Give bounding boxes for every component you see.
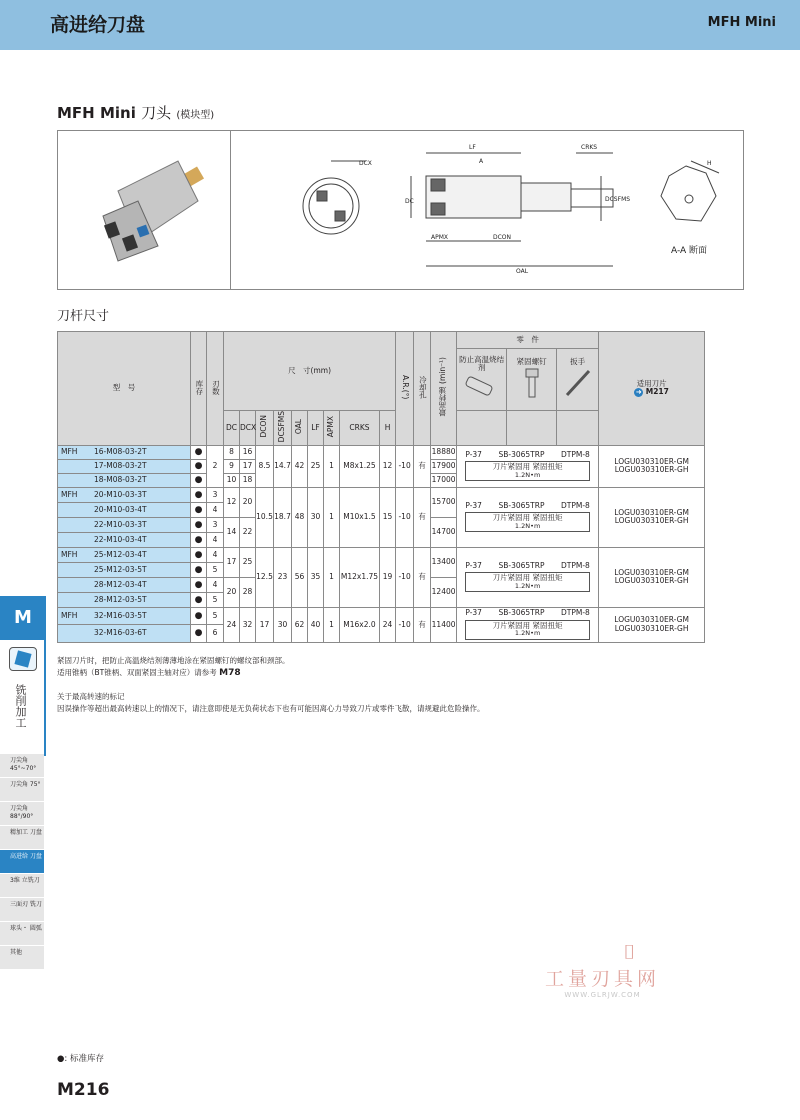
note-speed-warning: 因误操作等超出最高转速以上的情况下，请注意即使是无负荷状态下也有可能因离心力导致刀片或零件飞散，请规避此危险操作。 (57, 704, 485, 713)
label-lf: LF (469, 144, 476, 151)
taper-ref-link[interactable]: M78 (219, 668, 241, 678)
sidebar-nav (0, 754, 44, 970)
table-row: MFH 25-M12-03-4T ● 4 17 25 12.5 23 56 35 1 M12x1.75 19 -10 有 13400 P-37 SB-3065TRP DTPM-8 刀片紧固用 紧固扭矩 1.2N•m LOGU030310ER-GM LOGU030310ER-GH (58, 547, 705, 562)
spec-table (57, 331, 705, 643)
watermark (545, 940, 660, 999)
sidebar-item[interactable]: 球头・ 圆弧 (0, 922, 44, 946)
table-row: MFH 16-M08-03-2T ● 2 8 16 8.5 14.7 42 25 1 M8x1.25 12 -10 有 18880 P-37 SB-3065TRP DTPM-8 刀片紧固用 紧固扭矩 1.2N•m LOGU030310ER-GM LOGU030310ER-GH (58, 445, 705, 459)
anti-seize-tube-icon (462, 373, 502, 401)
label-dcon: DCON (493, 234, 512, 241)
section-title (57, 102, 214, 123)
sidebar-item[interactable]: 刀尖角 75° (0, 778, 44, 802)
table-row: 22-M10-03-3T ● 3 14 22 14700 (58, 517, 705, 532)
label-crks: CRKS (581, 144, 598, 151)
label-a: A (479, 158, 484, 165)
sidebar-item[interactable]: 精加工 刀盘 (0, 826, 44, 850)
label-oal: OAL (516, 268, 529, 275)
th-model: 型 号 (58, 332, 191, 446)
label-dcx: DCX (359, 160, 372, 167)
sidebar-item-active[interactable]: 高进给 刀盘 (0, 850, 44, 874)
note-taper: 适用锥柄（BT锥柄、双面紧固主轴对应）请参考 M78 (57, 668, 241, 678)
label-section-aa: A-A 断面 (671, 246, 708, 256)
label-dcsfms: DCSFMS (605, 196, 631, 203)
sidebar-item[interactable]: 其他 (0, 946, 44, 970)
th-parts: 零 件 (457, 332, 599, 349)
sidebar-item[interactable]: 刀尖角 88°/90° (0, 802, 44, 826)
table-row: 22-M10-03-4T ● 4 (58, 532, 705, 547)
watermark-name: 工量刃具网 (545, 968, 661, 990)
sidebar-item[interactable]: 刀尖角 45°~70° (0, 754, 44, 778)
note-anti-seize: 紧固刀片时，把防止高温烧结剂薄薄地涂在紧固螺钉的螺纹部和颈部。 (57, 656, 290, 665)
section-subtitle: (模块型) (176, 110, 215, 121)
table-row: 25-M12-03-5T ● 5 (58, 562, 705, 577)
th-stock: 库存 (191, 332, 207, 446)
product-diagram (57, 130, 744, 290)
th-anti-seize: 防止高温烧结剂 (457, 349, 507, 411)
page-title: 高进给刀盘 (50, 14, 146, 36)
table-row: 20-M10-03-4T ● 4 (58, 502, 705, 517)
watermark-url: WWW.GLRJW.COM (564, 991, 641, 999)
wrench-icon (563, 367, 593, 399)
label-dc: DC (405, 198, 414, 205)
th-ar: A.R.(°) (396, 332, 414, 446)
th-dimensions: 尺 寸(mm) (224, 332, 396, 411)
th-oal: OAL (292, 411, 308, 446)
arrow-right-icon: ➜ (635, 388, 642, 397)
th-insert: 适用刀片 ➜ M217 (599, 332, 705, 446)
th-lf: LF (308, 411, 324, 446)
note-speed-title: 关于最高转速的标记 (57, 692, 125, 701)
th-dcx: DCX (240, 411, 256, 446)
th-dcon: DCON (256, 411, 274, 446)
chapter-tab[interactable]: M (0, 596, 46, 640)
th-apmx: APMX (324, 411, 340, 446)
table-row: 32-M16-03-6T ● 6 (58, 625, 705, 642)
stock-legend: ●: 标准库存 (57, 1054, 104, 1064)
th-wrench: 扳手 (557, 349, 599, 411)
th-dc: DC (224, 411, 240, 446)
page-header (0, 0, 800, 50)
cutter-photo (58, 131, 228, 289)
chapter-label: 铣削加工 (14, 684, 27, 728)
label-h: H (707, 160, 712, 167)
screw-icon (517, 367, 547, 399)
table-row: 28-M12-03-4T ● 4 20 28 12400 (58, 577, 705, 592)
series-name: MFH Mini (707, 15, 776, 30)
dimension-title: 刀杆尺寸 (57, 309, 110, 324)
page-number: M216 (57, 1080, 110, 1100)
th-max-speed: 最高转速 (min⁻¹) (431, 332, 457, 446)
sidebar-item[interactable]: 三面刃 铣刀 (0, 898, 44, 922)
table-row: MFH 32-M16-03-5T ● 5 24 32 17 30 62 40 1 M16x2.0 24 -10 有 11400 P-37 SB-3065TRP DTPM-8 刀片紧固用 紧固扭矩 1.2N•m LOGU030310ER-GM LOGU030310ER-GH (58, 607, 705, 624)
milling-icon (9, 647, 37, 671)
section-title-en: MFH Mini (57, 104, 136, 122)
th-dcsfms: DCSFMS (274, 411, 292, 446)
table-row: MFH 20-M10-03-3T ● 3 12 20 10.5 18.7 48 30 1 M10x1.5 15 -10 有 15700 P-37 SB-3065TRP DTPM-8 刀片紧固用 紧固扭矩 1.2N•m LOGU030310ER-GM LOGU030310ER-GH (58, 487, 705, 502)
insert-ref-link[interactable]: M217 (645, 387, 669, 397)
technical-drawing (231, 131, 743, 289)
label-apmx: APMX (431, 234, 449, 241)
table-row: 28-M12-03-5T ● 5 (58, 592, 705, 607)
table-row: 18-M08-03-2T ● 10 18 17000 (58, 473, 705, 487)
sidebar-item[interactable]: 3维 立铣刀 (0, 874, 44, 898)
th-coolant: 冷却孔 (414, 332, 431, 446)
section-title-cn: 刀头 (141, 104, 172, 122)
watermark-logo-icon: ⌷ (623, 940, 636, 964)
th-h: H (380, 411, 396, 446)
th-crks: CRKS (340, 411, 380, 446)
table-row: 17-M08-03-2T ● 9 17 17900 (58, 459, 705, 473)
th-screw: 紧固螺钉 (507, 349, 557, 411)
th-flutes: 刃数 (207, 332, 224, 446)
